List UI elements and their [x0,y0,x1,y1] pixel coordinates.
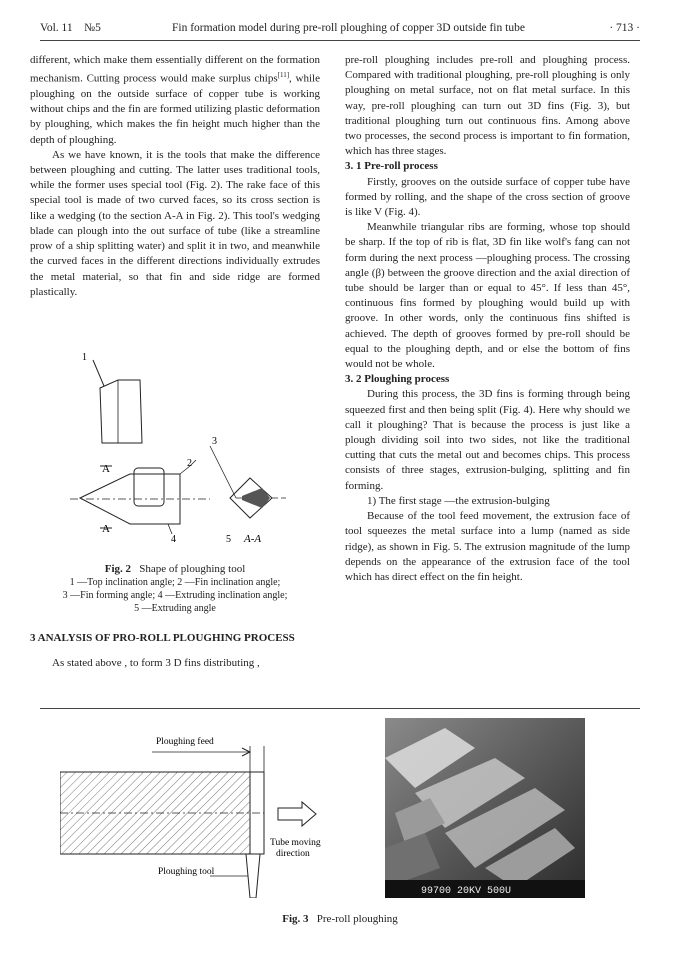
fig2-section-label: A-A [244,533,262,545]
right-arrow-icon [278,802,316,826]
citation: [11] [277,71,290,80]
fig3-tool-label: Ploughing tool [158,867,215,877]
sem-photo [385,718,585,898]
fig2-label-A-bottom: A [102,523,110,535]
fig3-caption: Fig. 3 Pre-roll ploughing [282,913,398,925]
fig2-label-3: 3 [212,436,217,447]
left-column-bottom [30,631,320,671]
fig3-drawing [60,728,340,898]
fig3-feed-label: Ploughing feed [156,737,214,747]
subsection-heading: 3. 1 Pre-roll process [345,160,438,173]
section-heading: 3 ANALYSIS OF PRO-ROLL PLOUGHING PROCESS [30,632,295,644]
paragraph: As stated above , to form 3 D fins distributing , [52,657,260,670]
paragraph: different, which make them essentially different on the formation mechanism. Cutting process would make surplus chips[11], while ploughing on the outside surface of copper tube is working without chips and the fin are formed utilizing plastic deformation by ploughing, which makes the fin height much higher than the depth of ploughing. [30,54,320,146]
running-header [40,22,640,38]
fig2-caption: Fig. 2 Shape of ploughing tool 1 —Top inclination angle; 2 —Fin inclination angle; 3 —Fin forming angle; 4 —Extruding inclination angle; 5 —Extruding angle [62,563,288,614]
section-hatch [242,488,270,508]
page-number: · 713 · [609,22,640,34]
header-divider [40,40,640,41]
ploughing-tool [246,854,260,898]
paragraph: pre-roll ploughing includes pre-roll and ploughing process. Compared with traditional ploughing, pre-roll ploughing is only ploughing on metal surface, not on flat metal surface. In this way, pre-roll ploughing can turn out 3D fins (Fig. 3), but traditional ploughing turn out continuous fins. Among above two processes, the second process is important to fin formation, which has three stages. [345,54,630,158]
journal-article-title: Fin formation model during pre-roll ploughing of copper 3D outside fin tube [172,22,525,34]
paragraph: As we have known, it is the tools that make the difference between ploughing and cutting. The latter uses traditional tools, while the former uses special tool (Fig. 2). The rake face of this special tool is made of two curved faces, so its cross section is like a wedging (to the section A-A in Fig. 2). This tool's wedging blade can plough into the out surface of tube (like a streamline prow of a ship splitting water) and split it in two, and meanwhile the curved faces in the different directions individually extrudes the metal material, so that fin and side ridge are formed plastically. [30,148,320,298]
fig3-tube-label-2: direction [276,849,310,859]
fig2-label-A-top: A [102,463,110,475]
paragraph: Because of the tool feed movement, the extrusion face of tool squeezes the metal surface into a lump (named as side ridge), as shown in Fig. 5. The extrusion magnitude of the lump depends on the appearance of the extrusion face of the tool which has direct effect on the fin height. [345,510,630,583]
subsection-heading: 3. 2 Ploughing process [345,373,450,386]
fig2-label-5: 5 [226,534,231,545]
right-column [345,53,630,585]
fig2-label-2: 2 [187,458,192,469]
sem-scale-text: 99700 20KV 500U [421,886,512,897]
fig2-drawing [60,348,300,546]
fig3-tube-label: Tube moving [270,838,321,848]
paragraph: Firstly, grooves on the outside surface of copper tube have formed by rolling, and the shape of the cross section of groove is like V (Fig. 4). [345,175,630,219]
left-column-top [30,53,320,300]
figure-divider [40,708,640,709]
fig2-label-1: 1 [82,352,87,363]
paragraph: 1) The first stage —the extrusion-bulging [367,494,550,507]
paragraph: Meanwhile triangular ribs are forming, whose top should be sharp. If the top of rib is flat, 3D fin like wolf's fang can not form during the next process —ploughing process. The crossing angle (β) between the groove direction and the axial direction of tube should be larger than or equal to 45°. If less than 45°, continuous fins formed by ploughing would build up with groove. In other words, only the continuous fins shifted is achieved. The depth of grooves formed by pre-roll should be equal to the ploughing depth, and or else the bottom of fins would not be whole. [345,221,630,371]
volume-issue: Vol. 11 №5 [40,22,101,34]
fig2-label-4: 4 [171,534,176,545]
paragraph: During this process, the 3D fins is forming through being squeezed first and then being split (Fig. 4). Here why should we call it ploughing? That is because the process is just like a plough dividing soil into two sides, not like the traditional cutting that cuts the metal out and becomes chips. This process consists of three stages, extrusion-bulging, splitting and fin forming. [345,388,630,492]
tool-top-view [100,380,142,443]
